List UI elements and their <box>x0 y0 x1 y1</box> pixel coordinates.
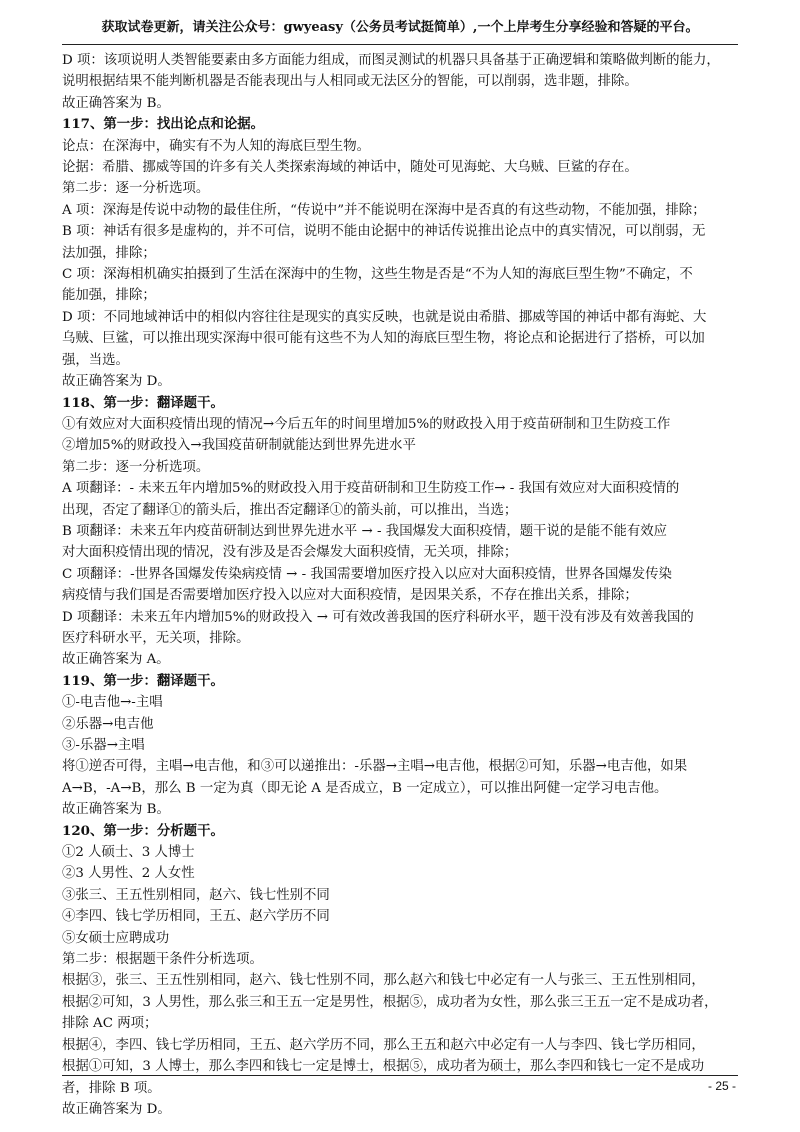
text-line: D 项：该项说明人类智能要素由多方面能力组成，而图灵测试的机器只具备基于正确逻辑和策略做判断的能力， <box>62 53 720 68</box>
text-line: C 项：深海相机确实拍摄到了生活在深海中的生物，这些生物是否是“不为人知的海底巨型生物”不确定，不 <box>62 267 693 283</box>
text-line: A→B，-A→B，那么 B 一定为真（即无论 A 是否成立，B 一定成立），可以推出阿健一定学习电吉他。 <box>62 780 668 796</box>
text-line: ②3 人男性、2 人女性 <box>62 866 195 882</box>
text-line: C 项翻译：-世界各国爆发传染病疫情 → - 我国需要增加医疗投入以应对大面积疫情，世界各国爆发传染 <box>62 566 672 582</box>
text-line: 医疗科研水平，无关项，排除。 <box>62 630 250 646</box>
question-heading: 118、第一步：翻译题干。 <box>62 394 224 411</box>
question-heading: 119、第一步：翻译题干。 <box>62 672 224 689</box>
text-line: 强，当选。 <box>62 352 129 368</box>
text-line: 出现，否定了翻译①的箭头后，推出否定翻译①的箭头前，可以推出，当选； <box>62 502 518 518</box>
text-line: 第二步：逐一分析选项。 <box>62 459 210 475</box>
text-line: ②乐器→电吉他 <box>62 716 154 732</box>
question-heading: 120、第一步：分析题干。 <box>62 822 224 839</box>
document-body <box>62 50 742 1120</box>
text-line: 故正确答案为 D。 <box>62 374 171 390</box>
header-rule <box>62 44 738 45</box>
text-line: 说明根据结果不能判断机器是否能表现出与人相同或无法区分的智能，可以削弱，选非题，排除。 <box>62 74 638 90</box>
text-line: 将①逆否可得，主唱→电吉他，和③可以递推出：-乐器→主唱→电吉他，根据②可知，乐器→电吉他，如果 <box>62 759 688 775</box>
text-line: 根据①可知，3 人博士，那么李四和钱七一定是博士，根据⑤，成功者为硕士，那么李四和钱七一定不是成功 <box>62 1059 705 1075</box>
text-line: 对大面积疫情出现的情况，没有涉及是否会爆发大面积疫情，无关项，排除； <box>62 545 518 561</box>
text-line: 故正确答案为 A。 <box>62 652 170 668</box>
text-line: 根据②可知，3 人男性，那么张三和王五一定是男性，根据⑤，成功者为女性，那么张三王五一定不是成功者， <box>62 994 718 1010</box>
text-line: 第二步：逐一分析选项。 <box>62 181 210 197</box>
text-line: 病疫情与我们国是否需要增加医疗投入以应对大面积疫情，是因果关系，不存在推出关系，排除； <box>62 588 638 604</box>
text-line: 故正确答案为 B。 <box>62 802 170 818</box>
text-line: ③-乐器→主唱 <box>62 738 145 753</box>
footer-rule <box>62 1075 738 1076</box>
text-line: A 项翻译：- 未来五年内增加5%的财政投入用于疫苗研制和卫生防疫工作→ - 我国有效应对大面积疫情的 <box>62 481 680 497</box>
text-line: 法加强，排除； <box>62 245 156 261</box>
text-line: 第二步：根据题干条件分析选项。 <box>62 952 263 968</box>
page-number: - 25 - <box>707 1079 736 1093</box>
text-line: 根据④，李四、钱七学历相同，王五、赵六学历不同，那么王五和赵六中必定有一人与李四、钱七学历相同， <box>62 1037 705 1053</box>
text-line: 排除 AC 两项； <box>62 1016 158 1032</box>
question-heading: 117、第一步：找出论点和论据。 <box>62 116 265 133</box>
text-line: ①-电吉他→-主唱 <box>62 695 163 711</box>
page-header: 获取试卷更新，请关注公众号：gwyeasy（公务员考试挺简单）,一个上岸考生分享经验和答疑的平台。 <box>101 20 699 35</box>
text-line: ①有效应对大面积疫情出现的情况→今后五年的时间里增加5%的财政投入用于疫苗研制和卫生防疫工作 <box>62 416 671 432</box>
text-line: 论据：希腊、挪威等国的许多有关人类探索海域的神话中，随处可见海蛇、大乌贼、巨鲨的存在。 <box>62 160 638 176</box>
text-line: 论点：在深海中，确实有不为人知的海底巨型生物。 <box>62 138 370 154</box>
text-line: B 项：神话有很多是虚构的，并不可信，说明不能由论据中的神话传说推出论点中的真实情况，可以削弱，无 <box>62 224 706 240</box>
text-line: D 项翻译：未来五年内增加5%的财政投入 → 可有效改善我国的医疗科研水平，题干没有涉及有效善我国的 <box>62 609 694 625</box>
text-line: 故正确答案为 D。 <box>62 1101 171 1117</box>
text-line: D 项：不同地域神话中的相似内容往往是现实的真实反映，也就是说由希腊、挪威等国的神话中都有海蛇、大 <box>62 309 707 325</box>
text-line: ②增加5%的财政投入→我国疫苗研制就能达到世界先进水平 <box>62 438 416 454</box>
text-line: A 项：深海是传说中动物的最佳住所，“传说中”并不能说明在深海中是否真的有这些动物，不能加强，排除； <box>62 202 706 218</box>
text-line: 故正确答案为 B。 <box>62 95 170 111</box>
text-line: 能加强，排除； <box>62 288 156 304</box>
text-line: 者，排除 B 项。 <box>62 1080 161 1096</box>
text-line: ④李四、钱七学历相同，王五、赵六学历不同 <box>62 909 330 925</box>
text-line: ①2 人硕士、3 人博士 <box>62 845 195 861</box>
text-line: 根据③，张三、王五性别相同，赵六、钱七性别不同，那么赵六和钱七中必定有一人与张三、王五性别相同， <box>62 973 705 989</box>
text-line: ⑤女硕士应聘成功 <box>62 930 170 946</box>
text-line: 乌贼、巨鲨，可以推出现实深海中很可能有这些不为人知的海底巨型生物，将论点和论据进行了搭桥，可以加 <box>62 331 705 347</box>
text-line: B 项翻译：未来五年内疫苗研制达到世界先进水平 → - 我国爆发大面积疫情，题干说的是能不能有效应 <box>62 523 668 539</box>
text-line: ③张三、王五性别相同，赵六、钱七性别不同 <box>62 887 330 903</box>
